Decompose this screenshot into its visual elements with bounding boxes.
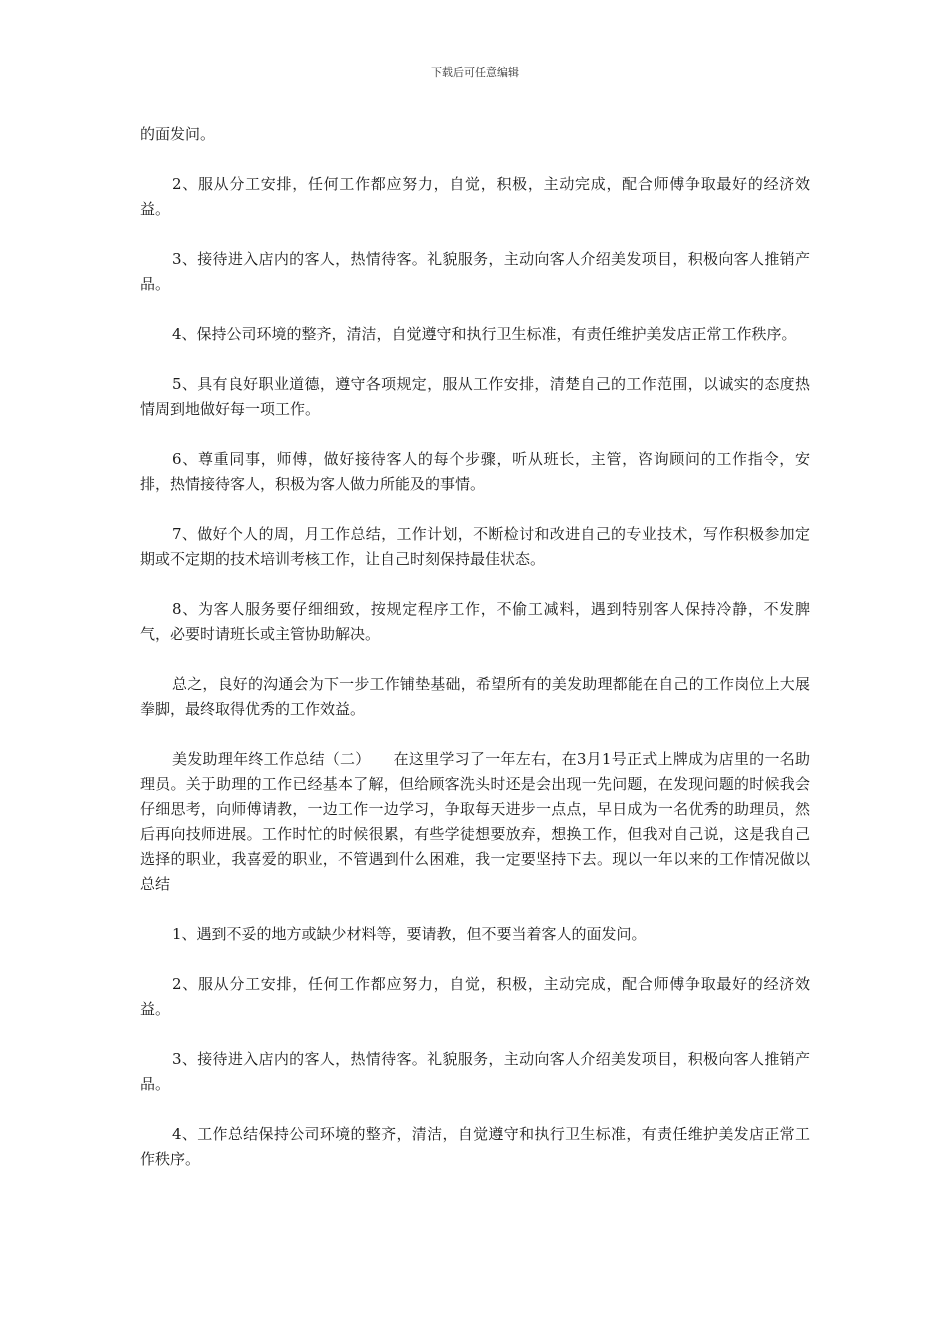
paragraph-section-two-intro: 美发助理年终工作总结（二） 在这里学习了一年左右，在3月1号正式上牌成为店里的一名助理员。关于助理的工作已经基本了解，但给顾客洗头时还是会出现一先问题，在发现问题的时候我会仔细思考，向师傅请教，一边工作一边学习，争取每天进步一点点，早日成为一名优秀的助理员，然后再向技师进展。工作时忙的时候很累，有些学徒想要放弃，想换工作，但我对自己说，这是我自己选择的职业，我喜爱的职业，不管遇到什么困难，我一定要坚持下去。现以一年以来的工作情况做以总结 — [140, 750, 810, 893]
paragraph-continuation: 的面发问。 — [140, 125, 216, 143]
paragraph-item-4: 4、保持公司环境的整齐，清洁，自觉遵守和执行卫生标准，有责任维护美发店正常工作秩序。 — [172, 325, 797, 343]
paragraph-item-8: 8、为客人服务要仔细细致，按规定程序工作，不偷工减料，遇到特别客人保持冷静，不发脾气，必要时请班长或主管协助解决。 — [140, 600, 810, 643]
paragraph-item-5: 5、具有良好职业道德，遵守各项规定，服从工作安排，清楚自己的工作范围，以诚实的态度热情周到地做好每一项工作。 — [140, 375, 810, 418]
page-header: 下载后可任意编辑 — [431, 66, 519, 79]
paragraph-item-7: 7、做好个人的周，月工作总结，工作计划，不断检讨和改进自己的专业技术，写作积极参加定期或不定期的技术培训考核工作，让自己时刻保持最佳状态。 — [140, 525, 810, 568]
paragraph-item-2-repeat: 2、服从分工安排，任何工作都应努力，自觉，积极，主动完成，配合师傅争取最好的经济效益。 — [140, 975, 810, 1018]
paragraph-item-6: 6、尊重同事，师傅，做好接待客人的每个步骤，听从班长，主管，咨询顾问的工作指令，安排，热情接待客人，积极为客人做力所能及的事情。 — [140, 450, 810, 493]
paragraph-item-2: 2、服从分工安排，任何工作都应努力，自觉，积极，主动完成，配合师傅争取最好的经济效益。 — [140, 175, 810, 218]
paragraph-item-4-repeat: 4、工作总结保持公司环境的整齐，清洁，自觉遵守和执行卫生标准，有责任维护美发店正常工作秩序。 — [140, 1125, 810, 1168]
document-body — [140, 122, 810, 1172]
paragraph-item-3-repeat: 3、接待进入店内的客人，热情待客。礼貌服务，主动向客人介绍美发项目，积极向客人推销产品。 — [140, 1050, 810, 1093]
paragraph-item-1: 1、遇到不妥的地方或缺少材料等，要请教，但不要当着客人的面发问。 — [172, 925, 647, 943]
paragraph-conclusion: 总之，良好的沟通会为下一步工作铺垫基础，希望所有的美发助理都能在自己的工作岗位上大展拳脚，最终取得优秀的工作效益。 — [140, 675, 810, 718]
paragraph-item-3: 3、接待进入店内的客人，热情待客。礼貌服务，主动向客人介绍美发项目，积极向客人推销产品。 — [140, 250, 810, 293]
